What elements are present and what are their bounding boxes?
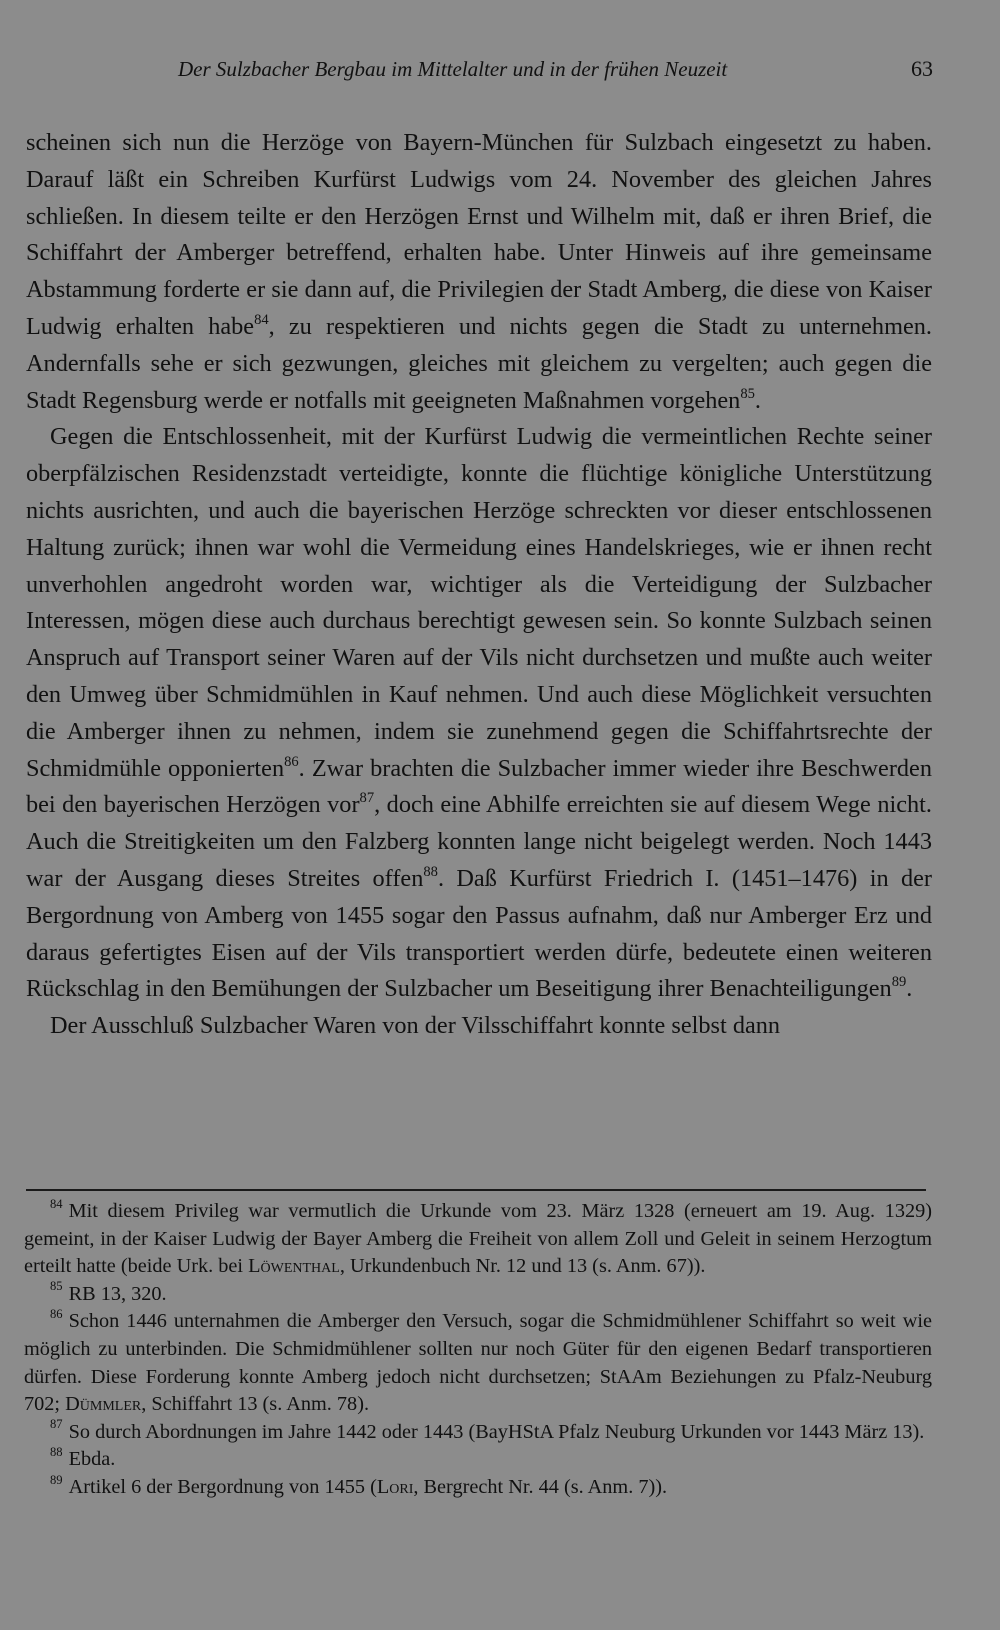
footnote-ref-88: 88: [423, 863, 438, 880]
paragraph-3: [26, 1008, 932, 1045]
footnote-89: [22, 1474, 932, 1502]
paragraph-1-text-2: , zu respektieren und nichts gegen die Stadt zu unternehmen. Andernfalls sehe er sich gezwungen, gleiches mit gleichem zu vergelten; auch gegen die Stadt Regensburg werde er notfalls mit geeigneten Maßnahmen vorgehen: [26, 312, 932, 414]
main-text: [26, 125, 932, 1045]
footnote-88: [22, 1446, 932, 1474]
footnote-84-text-2: , Urkundenbuch Nr. 12 und 13 (s. Anm. 67)).: [339, 1255, 706, 1278]
footnotes: [22, 1198, 932, 1502]
paragraph-2-text-1: Gegen die Entschlossenheit, mit der Kurfürst Ludwig die vermeintlichen Rechte seiner oberpfälzischen Residenzstadt verteidigte, konnte die flüchtige königliche Unterstützung nichts ausrichten, und auch die bayerischen Herzöge schreckten vor dieser entschlossenen Haltung zurück; ihnen war wohl die Vermeidung eines Handelskrieges, wie er ihnen recht unverhohlen angedroht worden war, wichtiger als die Verteidigung der Sulzbacher Interessen, mögen diese auch durchaus berechtigt gewesen sein. So konnte Sulzbach seinen Anspruch auf Transport seiner Waren auf der Vils nicht durchsetzen und mußte auch weiter den Umweg über Schmidmühlen in Kauf nehmen. Und auch diese Möglichkeit versuchten die Amberger ihnen zu nehmen, indem sie zunehmend gegen die Schiffahrtsrechte der Schmidmühle opponierten: [26, 423, 932, 782]
footnote-ref-86: 86: [284, 753, 299, 770]
footnote-number-85: 85: [50, 1279, 63, 1294]
footnote-number-88: 88: [50, 1444, 63, 1459]
footnote-number-86: 86: [50, 1306, 63, 1321]
footnote-86-text-1: Schon 1446 unternahmen die Amberger den Versuch, sogar die Schmidmühlener Schiffahrt so weit wie möglich zu unterbinden. Die Schmidmühlener sollten nur noch Güter für den eigenen Bedarf transportieren dürfen. Diese Forderung konnte Amberg jedoch nicht durchsetzen; StAAm Beziehungen zu Pfalz-Neuburg 702;: [24, 1310, 932, 1416]
footnote-84-author: Löwenthal: [248, 1255, 340, 1278]
paragraph-1-text-3: .: [754, 386, 761, 414]
paragraph-1: [26, 125, 932, 419]
footnote-84-text-1: Mit diesem Privileg war vermutlich die Urkunde vom 23. März 1328 (erneuert am 19. Aug. 1329) gemeint, in der Kaiser Ludwig der Bayer Amberg die Freiheit von allem Zoll und Geleit in seinem Herzogtum erteilt hatte (beide Urk. bei: [24, 1200, 932, 1278]
paragraph-1-text-1: scheinen sich nun die Herzöge von Bayern-München für Sulzbach eingesetzt zu haben. Darauf läßt ein Schreiben Kurfürst Ludwigs vom 24. November des gleichen Jahres schließen. In diesem teilte er den Herzögen Ernst und Wilhelm mit, daß er ihren Brief, die Schiffahrt der Amberger betreffend, erhalten habe. Unter Hinweis auf ihre gemeinsame Abstammung forderte er sie dann auf, die Privilegien der Stadt Amberg, die diese von Kaiser Ludwig erhalten habe: [26, 129, 932, 340]
running-title: Der Sulzbacher Bergbau im Mittelalter und in der frühen Neuzeit: [178, 57, 728, 81]
page-number: 63: [911, 56, 933, 81]
paragraph-2-text-3: , doch eine Abhilfe erreichten sie auf diesem Wege nicht. Auch die Streitigkeiten um den Falzberg konnten lange nicht beigelegt werden. Noch 1443 war der Ausgang dieses Streites offen: [26, 791, 932, 892]
paragraph-2: [26, 419, 932, 1008]
footnote-ref-87: 87: [359, 790, 375, 807]
footnote-ref-84: 84: [254, 311, 269, 328]
footnote-89-text-1: Artikel 6 der Bergordnung von 1455 (: [68, 1475, 377, 1498]
footnote-number-87: 87: [50, 1417, 63, 1432]
paragraph-2-text-2: . Zwar brachten die Sulzbacher immer wieder ihre Beschwerden bei den bayerischen Herzögen vor: [26, 754, 932, 819]
footnote-85-text-1: RB 13, 320.: [68, 1282, 167, 1305]
footnote-ref-89: 89: [891, 974, 907, 991]
footnote-87-text-1: So durch Abordnungen im Jahre 1442 oder 1443 (BayHStA Pfalz Neuburg Urkunden vor 1443 März 13).: [68, 1420, 925, 1443]
footnote-87: [22, 1419, 932, 1447]
paragraph-2-text-5: .: [906, 975, 913, 1003]
footnote-divider: [26, 1189, 926, 1191]
running-header: [178, 56, 933, 86]
footnote-89-author: Lori: [376, 1475, 414, 1498]
footnote-number-84: 84: [50, 1196, 63, 1211]
footnote-85: [22, 1281, 932, 1309]
paragraph-2-text-4: . Daß Kurfürst Friedrich I. (1451–1476) in der Bergordnung von Amberg von 1455 sogar den Passus aufnahm, daß nur Amberger Erz und daraus gefertigtes Eisen auf der Vils transportiert werden dürfe, bedeutete einen weiteren Rückschlag in den Bemühungen der Sulzbacher um Beseitigung ihrer Benachteiligungen: [26, 864, 933, 1003]
paragraph-3-text-1: Der Ausschluß Sulzbacher Waren von der Vilsschiffahrt konnte selbst dann: [50, 1012, 781, 1040]
footnote-86: [22, 1308, 932, 1418]
footnote-number-89: 89: [50, 1472, 63, 1487]
footnote-ref-85: 85: [740, 385, 755, 402]
footnote-86-text-2: , Schiffahrt 13 (s. Anm. 78).: [141, 1393, 370, 1416]
footnote-88-text-1: Ebda.: [68, 1448, 116, 1471]
footnote-89-text-2: , Bergrecht Nr. 44 (s. Anm. 7)).: [413, 1475, 668, 1498]
footnote-84: [22, 1198, 932, 1281]
footnote-86-author: Dümmler: [65, 1393, 142, 1416]
